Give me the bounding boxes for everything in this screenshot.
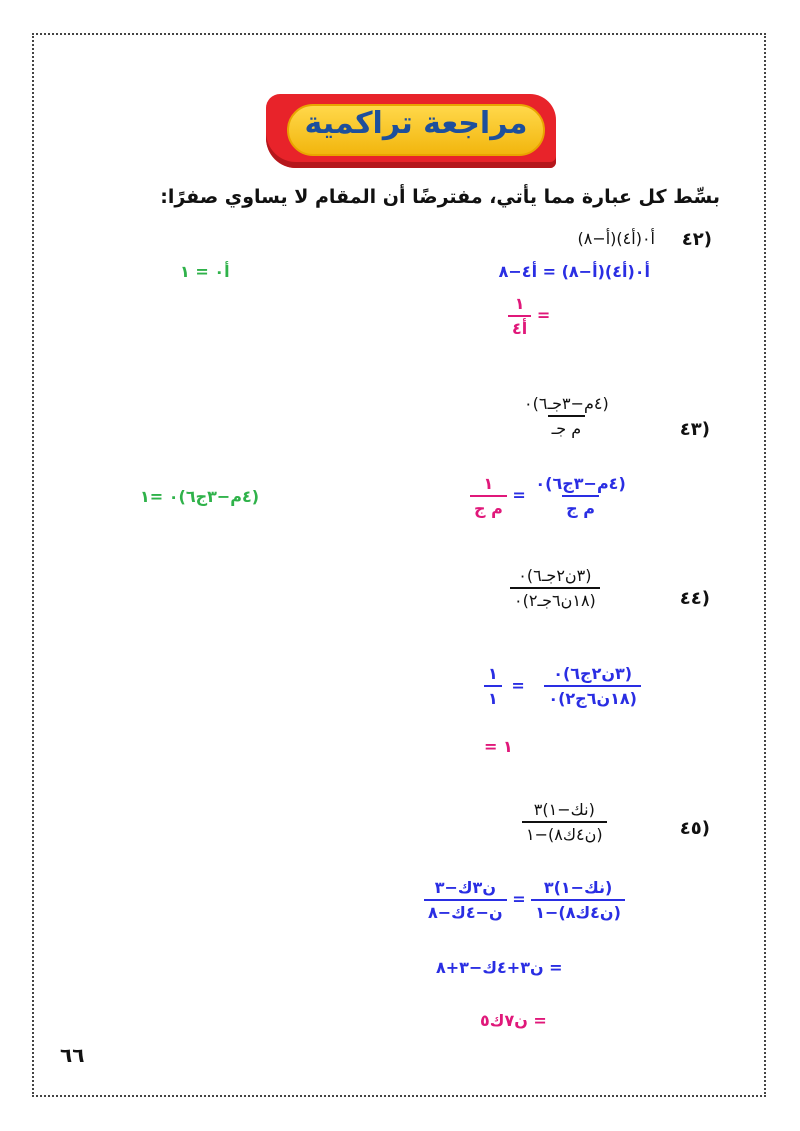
- problem-43-answer: [470, 474, 630, 518]
- problem-42-note: أ٠ = ١: [180, 262, 230, 281]
- problem-43-denominator: م جـ: [548, 415, 586, 438]
- problem-43-number: (٤٣: [679, 419, 710, 440]
- result-numerator: ١: [488, 664, 498, 683]
- instruction-text: بسِّط كل عبارة مما يأتي، مفترضًا أن المقام لا يساوي صفرًا:: [160, 186, 720, 208]
- problem-42-step-1: أ٠(أ٤)(أ−٨) = أ٤−٨: [498, 262, 650, 281]
- equals-sign: =: [512, 889, 526, 909]
- problem-44-answer: [484, 664, 641, 708]
- problem-44-denominator: (١٨ن٦جـ٢)٠: [510, 587, 600, 610]
- problem-45-numerator: (نك−١)٣: [533, 800, 595, 819]
- problem-45-expression: [522, 800, 607, 844]
- problem-43-numerator: (٤م−٣جـ٦)٠: [524, 394, 609, 413]
- answer-denominator: (ن٤ك٨)−١: [531, 899, 625, 922]
- problem-45-denominator: (ن٤ك٨)−١: [522, 821, 607, 844]
- problem-45-answer: [424, 878, 625, 922]
- problem-44-final: ١ =: [484, 737, 513, 756]
- problem-42-expression: أ٠(أ٤)(أ−٨): [577, 229, 655, 248]
- page-number: ٦٦: [60, 1043, 85, 1067]
- answer-denominator: م ج: [562, 495, 599, 518]
- result-denominator: م ج: [470, 495, 507, 518]
- problem-45-step-3: = ن٧ك٥: [480, 1011, 547, 1030]
- problem-44-numerator: (٣ن٢جـ٦)٠: [518, 566, 592, 585]
- equals-sign: =: [512, 485, 526, 505]
- problem-43-note: (٤م−٣ج٦)٠ =١: [140, 487, 260, 506]
- result-denominator: أ٤: [508, 315, 531, 338]
- answer-numerator: (نك−١)٣: [543, 878, 613, 897]
- page-title: مراجعة تراكمية: [304, 106, 528, 141]
- problem-45-number: (٤٥: [679, 818, 710, 839]
- problem-42-result: [508, 294, 550, 338]
- step-denominator: ن−٤ك−٨: [424, 899, 507, 922]
- problem-44-number: (٤٤: [679, 588, 710, 609]
- result-denominator: ١: [484, 685, 502, 708]
- problem-43-expression: [520, 394, 613, 438]
- problem-44-expression: [510, 566, 600, 610]
- problem-42-number: (٤٢: [681, 229, 712, 250]
- answer-numerator: (٣ن٢ج٦)٠: [553, 664, 633, 683]
- result-numerator: ١: [514, 294, 525, 313]
- equals-sign: =: [511, 675, 525, 695]
- equals-sign: =: [536, 305, 551, 325]
- step-numerator: ن٣ك−٣: [434, 878, 496, 897]
- problem-45-step-2: = ن٣+٤ك−٣+٨: [436, 958, 563, 977]
- result-numerator: ١: [483, 474, 494, 493]
- answer-denominator: (١٨ن٦ج٢)٠: [544, 685, 641, 708]
- answer-numerator: (٤م−٣ج٦)٠: [535, 474, 626, 493]
